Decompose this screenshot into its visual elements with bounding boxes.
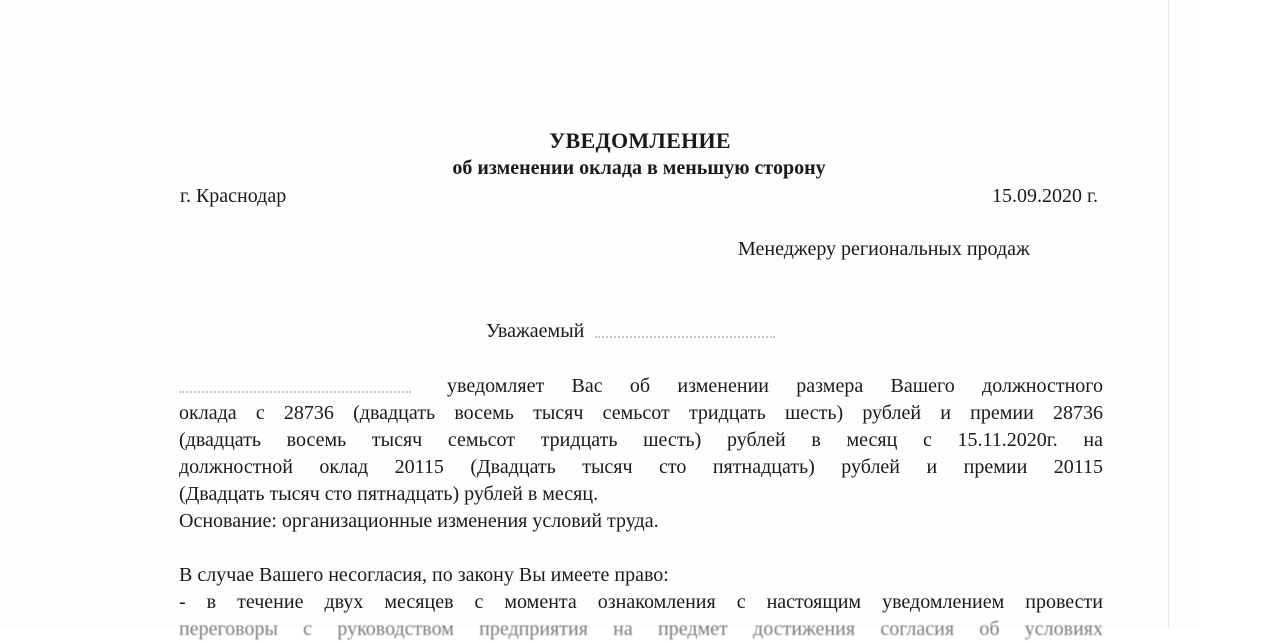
rights-intro: В случае Вашего несогласия, по закону Вы имеете право: [179, 564, 669, 586]
body-line: (двадцать восемь тысяч семьсот тридцать шесть) рублей в месяц с 15.11.2020г. на [179, 429, 1103, 451]
city-label: г. Краснодар [180, 185, 287, 207]
recipient-line: Менеджеру региональных продаж [738, 238, 1030, 260]
document-title: УВЕДОМЛЕНИЕ [549, 128, 731, 153]
body-line: оклада с 28736 (двадцать восемь тысяч семьсот тридцать шесть) рублей и премии 28736 [179, 402, 1103, 424]
document-subtitle: об изменении оклада в меньшую сторону [452, 157, 826, 179]
body-line: (Двадцать тысяч сто пятнадцать) рублей в месяц. [179, 483, 599, 505]
body-line [179, 373, 1103, 400]
rights-item: - в течение двух месяцев с момента ознакомления с настоящим уведомлением провести [179, 591, 1103, 613]
basis-line: Основание: организационные изменения условий труда. [179, 510, 659, 532]
document-date: 15.09.2020 г. [992, 185, 1098, 207]
notice-body [179, 373, 1103, 640]
greeting-text: Уважаемый [486, 320, 585, 342]
blank-line [179, 535, 1103, 562]
greeting-line [486, 320, 775, 343]
page-edge [1168, 0, 1169, 628]
body-line-text: уведомляет Вас об изменении размера Вашего должностного [447, 375, 1103, 397]
redacted-company [179, 381, 411, 393]
rights-item-continuation: переговоры с руководством предприятия на предмет достижения согласия об условиях [179, 618, 1103, 640]
redacted-name [595, 326, 775, 338]
body-line: должностной оклад 20115 (Двадцать тысяч сто пятнадцать) рублей и премии 20115 [179, 456, 1103, 478]
